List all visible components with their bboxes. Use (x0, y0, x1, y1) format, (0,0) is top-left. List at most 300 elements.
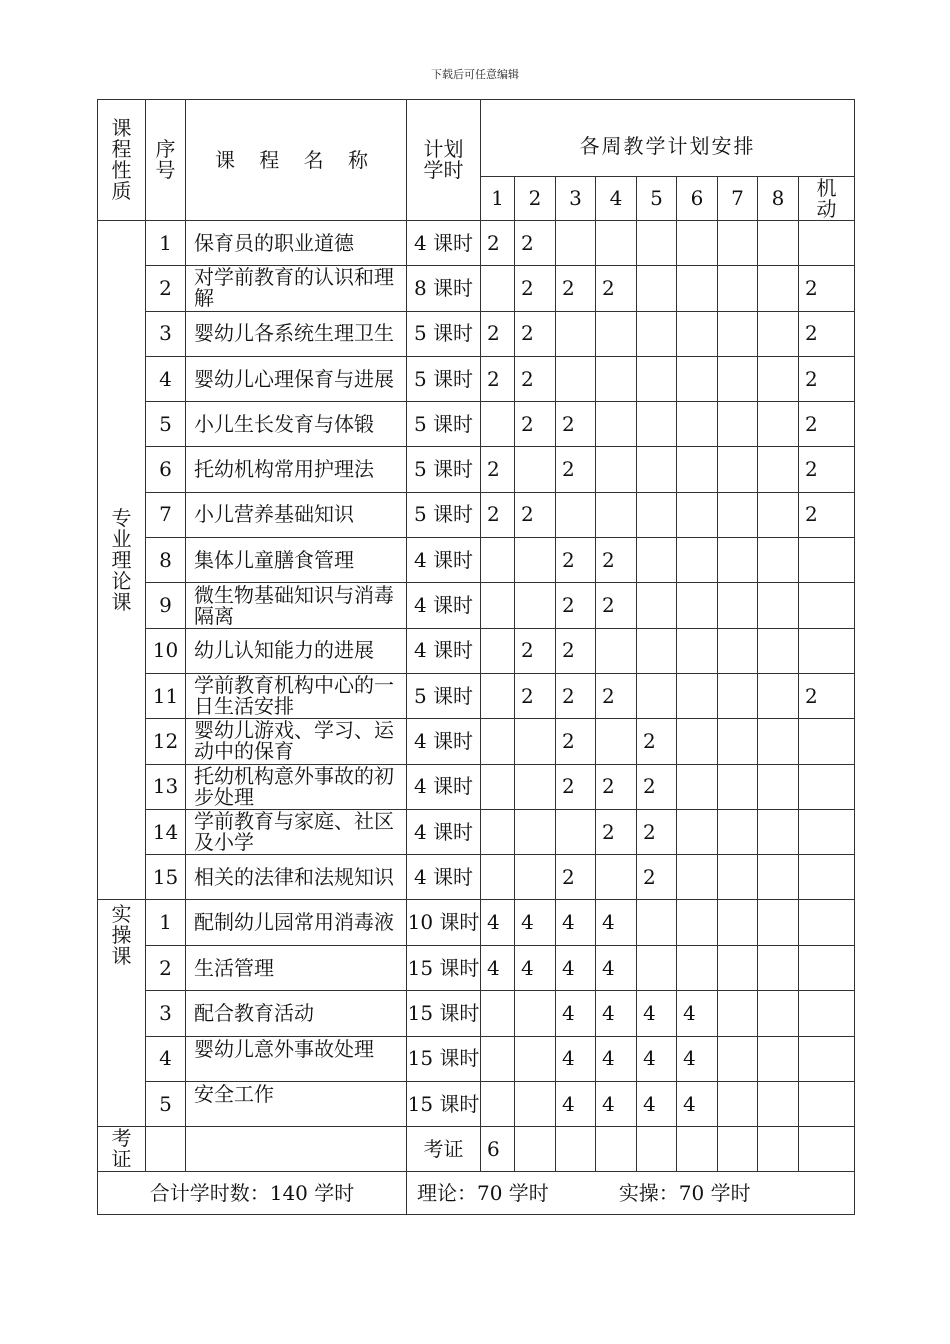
week-cell: 2 (515, 492, 556, 537)
planned-hours-cell: 4 课时 (407, 809, 481, 854)
week-cell (677, 447, 718, 492)
hours-breakdown (407, 1172, 855, 1215)
week-cell (677, 266, 718, 311)
week-cell: 2 (481, 447, 515, 492)
week-cell (515, 855, 556, 900)
planned-hours-cell: 15 课时 (407, 945, 481, 990)
course-row (98, 311, 855, 356)
week-cell: 4 (596, 1082, 637, 1127)
sequence-cell: 11 (146, 673, 186, 718)
stacked-char: 质 (111, 179, 132, 203)
week-cell (515, 764, 556, 809)
course-name-cell: 托幼机构意外事故的初步处理 (186, 764, 407, 809)
course-name-cell: 婴幼儿心理保育与进展 (186, 356, 407, 401)
stacked-char: 专 (111, 505, 132, 530)
week-cell: 2 (481, 356, 515, 401)
week-cell (481, 673, 515, 718)
week-cell (556, 356, 596, 401)
week-cell (718, 356, 758, 401)
flex-week-header (799, 177, 855, 221)
week-cell (596, 855, 637, 900)
sequence-cell: 5 (146, 402, 186, 447)
course-name-cell: 小儿营养基础知识 (186, 492, 407, 537)
planned-hours-cell: 15 课时 (407, 991, 481, 1036)
week-cell: 2 (515, 673, 556, 718)
course-row (98, 447, 855, 492)
week-cell (515, 719, 556, 764)
week-cell: 2 (481, 311, 515, 356)
week-cell (758, 402, 799, 447)
course-row (98, 492, 855, 537)
week-cell (677, 855, 718, 900)
course-row (98, 628, 855, 673)
course-row (98, 538, 855, 583)
week-cell: 2 (637, 719, 677, 764)
week-cell: 2 (799, 356, 855, 401)
course-name-cell: 对学前教育的认识和理解 (186, 266, 407, 311)
week-cell (637, 447, 677, 492)
week-cell: 2 (596, 764, 637, 809)
header-row (98, 100, 855, 177)
week-cell: 2 (799, 447, 855, 492)
planned-hours-cell: 5 课时 (407, 673, 481, 718)
week-cell (799, 1036, 855, 1081)
sequence-cell: 4 (146, 1036, 186, 1081)
sequence-header (146, 100, 186, 221)
week-cell (799, 945, 855, 990)
course-row (98, 583, 855, 628)
sequence-cell: 12 (146, 719, 186, 764)
week-cell (718, 628, 758, 673)
planned-hours-cell: 15 课时 (407, 1036, 481, 1081)
week-cell (758, 945, 799, 990)
week-cell (799, 855, 855, 900)
week-cell (556, 311, 596, 356)
week-cell: 4 (515, 945, 556, 990)
week-cell (799, 900, 855, 945)
page-header: 下载后可任意编辑 (431, 68, 519, 81)
week-cell (637, 673, 677, 718)
week-cell: 2 (596, 583, 637, 628)
week-cell: 4 (596, 991, 637, 1036)
week-cell: 4 (677, 1082, 718, 1127)
stacked-char: 程 (111, 137, 132, 161)
course-row (98, 900, 855, 945)
week-cell (799, 583, 855, 628)
planned-hours-cell: 5 课时 (407, 492, 481, 537)
course-row (98, 356, 855, 401)
planned-hours-cell: 4 课时 (407, 764, 481, 809)
week-cell (718, 402, 758, 447)
stacked-char: 课 (111, 589, 132, 614)
sequence-cell: 5 (146, 1082, 186, 1127)
week-cell (758, 1036, 799, 1081)
planned-hours-cell: 10 课时 (407, 900, 481, 945)
week-cell (481, 1082, 515, 1127)
sequence-cell: 8 (146, 538, 186, 583)
course-name-cell: 婴幼儿意外事故处理 (186, 1036, 407, 1081)
week-cell (718, 311, 758, 356)
week-5-header: 5 (637, 177, 677, 221)
stacked-char: 机 (816, 175, 837, 200)
week-cell (677, 492, 718, 537)
week-cell (758, 447, 799, 492)
week-cell: 2 (637, 855, 677, 900)
week-cell (637, 900, 677, 945)
week-7-header: 7 (718, 177, 758, 221)
planned-hours-cell: 5 课时 (407, 311, 481, 356)
week-cell (596, 628, 637, 673)
week-cell: 2 (515, 356, 556, 401)
week-cell (637, 583, 677, 628)
week-cell: 4 (637, 1082, 677, 1127)
week-cell (799, 764, 855, 809)
week-cell: 2 (556, 764, 596, 809)
course-name-cell: 集体儿童膳食管理 (186, 538, 407, 583)
week-cell (637, 538, 677, 583)
week-cell (515, 1082, 556, 1127)
week-cell: 2 (799, 492, 855, 537)
stacked-char: 论 (111, 568, 132, 593)
week-cell (758, 583, 799, 628)
course-name-cell (186, 1127, 407, 1172)
planned-hours-cell: 5 课时 (407, 402, 481, 447)
course-name-cell: 学前教育与家庭、社区及小学 (186, 809, 407, 854)
week-cell: 2 (515, 402, 556, 447)
week-cell (637, 402, 677, 447)
week-cell (515, 1127, 556, 1172)
week-cell (799, 1127, 855, 1172)
week-cell (758, 991, 799, 1036)
week-cell (718, 447, 758, 492)
week-cell (718, 538, 758, 583)
week-cell (677, 402, 718, 447)
week-cell (758, 719, 799, 764)
week-cell (799, 538, 855, 583)
week-cell (596, 447, 637, 492)
planned-hours-cell: 4 课时 (407, 628, 481, 673)
week-cell: 2 (481, 492, 515, 537)
course-name-cell: 幼儿认知能力的进展 (186, 628, 407, 673)
planned-hours-cell: 4 课时 (407, 221, 481, 266)
week-cell (758, 538, 799, 583)
sequence-cell: 13 (146, 764, 186, 809)
sequence-cell: 4 (146, 356, 186, 401)
week-cell: 4 (556, 1036, 596, 1081)
stacked-char: 证 (111, 1147, 132, 1172)
course-row (98, 221, 855, 266)
course-nature-header (98, 100, 146, 221)
week-cell: 2 (596, 538, 637, 583)
week-cell (758, 855, 799, 900)
sequence-cell: 10 (146, 628, 186, 673)
planned-hours-cell: 4 课时 (407, 583, 481, 628)
stacked-char: 计划 (423, 137, 464, 161)
teaching-plan-table (97, 99, 855, 1215)
week-3-header: 3 (556, 177, 596, 221)
week-cell (515, 1036, 556, 1081)
course-row (98, 266, 855, 311)
week-cell (718, 492, 758, 537)
planned-hours-header (407, 100, 481, 221)
course-row (98, 1082, 855, 1127)
week-cell (481, 583, 515, 628)
week-cell (758, 673, 799, 718)
course-name-cell: 保育员的职业道德 (186, 221, 407, 266)
week-cell (758, 492, 799, 537)
week-cell: 2 (596, 809, 637, 854)
week-2-header: 2 (515, 177, 556, 221)
week-cell (758, 764, 799, 809)
cert-group-label (98, 1127, 146, 1172)
week-cell: 2 (596, 673, 637, 718)
week-cell (718, 945, 758, 990)
week-cell (718, 1082, 758, 1127)
week-cell (718, 1127, 758, 1172)
week-cell (677, 311, 718, 356)
week-cell: 2 (637, 764, 677, 809)
week-cell (637, 221, 677, 266)
week-cell: 2 (556, 855, 596, 900)
week-cell (718, 719, 758, 764)
stacked-char: 考 (111, 1126, 132, 1151)
week-cell (758, 809, 799, 854)
week-cell (596, 492, 637, 537)
stacked-char: 学时 (423, 158, 464, 182)
sequence-cell: 3 (146, 311, 186, 356)
week-cell (677, 356, 718, 401)
week-cell (637, 311, 677, 356)
theory-group-label (98, 221, 146, 900)
week-cell (718, 221, 758, 266)
course-name-cell: 小儿生长发育与体锻 (186, 402, 407, 447)
planned-hours-cell: 5 课时 (407, 447, 481, 492)
week-cell: 2 (515, 628, 556, 673)
sequence-cell: 1 (146, 900, 186, 945)
sequence-cell: 9 (146, 583, 186, 628)
week-cell: 2 (515, 221, 556, 266)
week-cell (758, 1082, 799, 1127)
course-name-cell: 学前教育机构中心的一日生活安排 (186, 673, 407, 718)
week-cell: 2 (799, 311, 855, 356)
certification-row (98, 1127, 855, 1172)
week-cell (718, 855, 758, 900)
week-cell (637, 492, 677, 537)
week-cell (758, 900, 799, 945)
week-cell: 2 (556, 628, 596, 673)
week-1-header: 1 (481, 177, 515, 221)
theory-hours: 理论：70 学时 (417, 1180, 549, 1205)
week-cell: 2 (481, 221, 515, 266)
week-cell: 2 (556, 583, 596, 628)
sequence-cell (146, 1127, 186, 1172)
total-hours: 合计学时数：140 学时 (98, 1172, 407, 1215)
week-cell: 4 (677, 991, 718, 1036)
week-cell (718, 991, 758, 1036)
week-cell (481, 719, 515, 764)
week-cell (637, 356, 677, 401)
week-cell (677, 583, 718, 628)
week-cell (596, 311, 637, 356)
week-cell (799, 719, 855, 764)
course-name-cell: 安全工作 (186, 1082, 407, 1127)
week-cell (481, 855, 515, 900)
week-cell: 4 (556, 1082, 596, 1127)
week-cell: 2 (556, 266, 596, 311)
stacked-char: 课 (111, 944, 132, 969)
week-cell (596, 402, 637, 447)
week-cell (481, 764, 515, 809)
week-cell (677, 764, 718, 809)
week-cell (758, 628, 799, 673)
week-cell (718, 1036, 758, 1081)
week-cell (718, 809, 758, 854)
week-cell (758, 221, 799, 266)
stacked-char: 实 (111, 902, 132, 927)
week-cell (799, 628, 855, 673)
week-cell (556, 492, 596, 537)
stacked-char: 理 (111, 547, 132, 572)
week-cell (515, 583, 556, 628)
planned-hours-cell: 4 课时 (407, 538, 481, 583)
week-cell (718, 673, 758, 718)
week-cell (556, 221, 596, 266)
week-cell (637, 266, 677, 311)
planned-hours-cell: 15 课时 (407, 1082, 481, 1127)
week-cell: 2 (515, 311, 556, 356)
week-cell: 2 (799, 402, 855, 447)
week-cell: 2 (799, 266, 855, 311)
week-cell: 2 (596, 266, 637, 311)
week-6-header: 6 (677, 177, 718, 221)
week-cell: 2 (556, 719, 596, 764)
practice-hours: 实操：70 学时 (618, 1180, 751, 1205)
sequence-cell: 14 (146, 809, 186, 854)
week-cell (596, 221, 637, 266)
week-cell: 4 (677, 1036, 718, 1081)
course-name-cell: 配合教育活动 (186, 991, 407, 1036)
week-cell: 2 (556, 447, 596, 492)
week-cell: 2 (556, 538, 596, 583)
week-cell (758, 356, 799, 401)
course-row (98, 402, 855, 447)
course-row (98, 991, 855, 1036)
week-cell (718, 764, 758, 809)
week-cell (596, 719, 637, 764)
week-cell (799, 809, 855, 854)
cert-hours-cell: 考证 (407, 1127, 481, 1172)
sequence-cell: 7 (146, 492, 186, 537)
stacked-char: 号 (155, 158, 176, 182)
week-cell (515, 809, 556, 854)
week-cell (515, 538, 556, 583)
week-cell (758, 311, 799, 356)
week-cell (677, 538, 718, 583)
stacked-char: 序 (155, 137, 176, 161)
week-cell (677, 719, 718, 764)
week-cell (677, 221, 718, 266)
stacked-char: 业 (111, 526, 132, 551)
course-name-cell: 生活管理 (186, 945, 407, 990)
sequence-cell: 15 (146, 855, 186, 900)
course-row (98, 855, 855, 900)
planned-hours-cell: 4 课时 (407, 719, 481, 764)
week-cell: 4 (481, 945, 515, 990)
course-row (98, 719, 855, 764)
week-cell: 4 (637, 1036, 677, 1081)
week-cell: 4 (556, 900, 596, 945)
week-cell (677, 628, 718, 673)
stacked-char: 操 (111, 923, 132, 948)
week-8-header: 8 (758, 177, 799, 221)
week-cell (677, 673, 718, 718)
week-cell: 2 (637, 809, 677, 854)
week-cell (718, 266, 758, 311)
course-name-cell: 相关的法律和法规知识 (186, 855, 407, 900)
stacked-char: 性 (111, 158, 132, 182)
week-cell (481, 991, 515, 1036)
week-cell: 2 (799, 673, 855, 718)
course-name-cell: 微生物基础知识与消毒隔离 (186, 583, 407, 628)
week-cell (556, 809, 596, 854)
planned-hours-cell: 8 课时 (407, 266, 481, 311)
week-cell: 4 (637, 991, 677, 1036)
week-cell (758, 1127, 799, 1172)
week-cell (637, 628, 677, 673)
sequence-cell: 2 (146, 945, 186, 990)
week-cell (677, 809, 718, 854)
week-cell: 2 (515, 266, 556, 311)
stacked-char: 课 (111, 116, 132, 140)
summary-row (98, 1172, 855, 1215)
course-name-cell: 配制幼儿园常用消毒液 (186, 900, 407, 945)
week-cell (718, 900, 758, 945)
week-cell (481, 628, 515, 673)
week-cell (596, 1127, 637, 1172)
week-cell (677, 900, 718, 945)
sequence-cell: 3 (146, 991, 186, 1036)
week-cell (596, 356, 637, 401)
week-cell (677, 945, 718, 990)
week-cell: 4 (556, 945, 596, 990)
week-cell: 6 (481, 1127, 515, 1172)
course-name-cell: 托幼机构常用护理法 (186, 447, 407, 492)
week-cell: 4 (481, 900, 515, 945)
week-cell (481, 538, 515, 583)
course-row (98, 945, 855, 990)
week-cell: 4 (556, 991, 596, 1036)
course-row (98, 809, 855, 854)
week-cell (758, 266, 799, 311)
week-cell (481, 402, 515, 447)
weekly-schedule-header: 各周教学计划安排 (481, 100, 855, 177)
week-cell (799, 991, 855, 1036)
week-cell (481, 809, 515, 854)
week-cell (637, 1127, 677, 1172)
planned-hours-cell: 5 课时 (407, 356, 481, 401)
week-cell (515, 447, 556, 492)
week-cell (799, 1082, 855, 1127)
week-cell (677, 1127, 718, 1172)
week-cell: 2 (556, 402, 596, 447)
course-row (98, 673, 855, 718)
practice-group-label (98, 900, 146, 1127)
planned-hours-cell: 4 课时 (407, 855, 481, 900)
course-name-cell: 婴幼儿游戏、学习、运动中的保育 (186, 719, 407, 764)
week-cell (481, 1036, 515, 1081)
week-cell (481, 266, 515, 311)
week-cell: 2 (556, 673, 596, 718)
